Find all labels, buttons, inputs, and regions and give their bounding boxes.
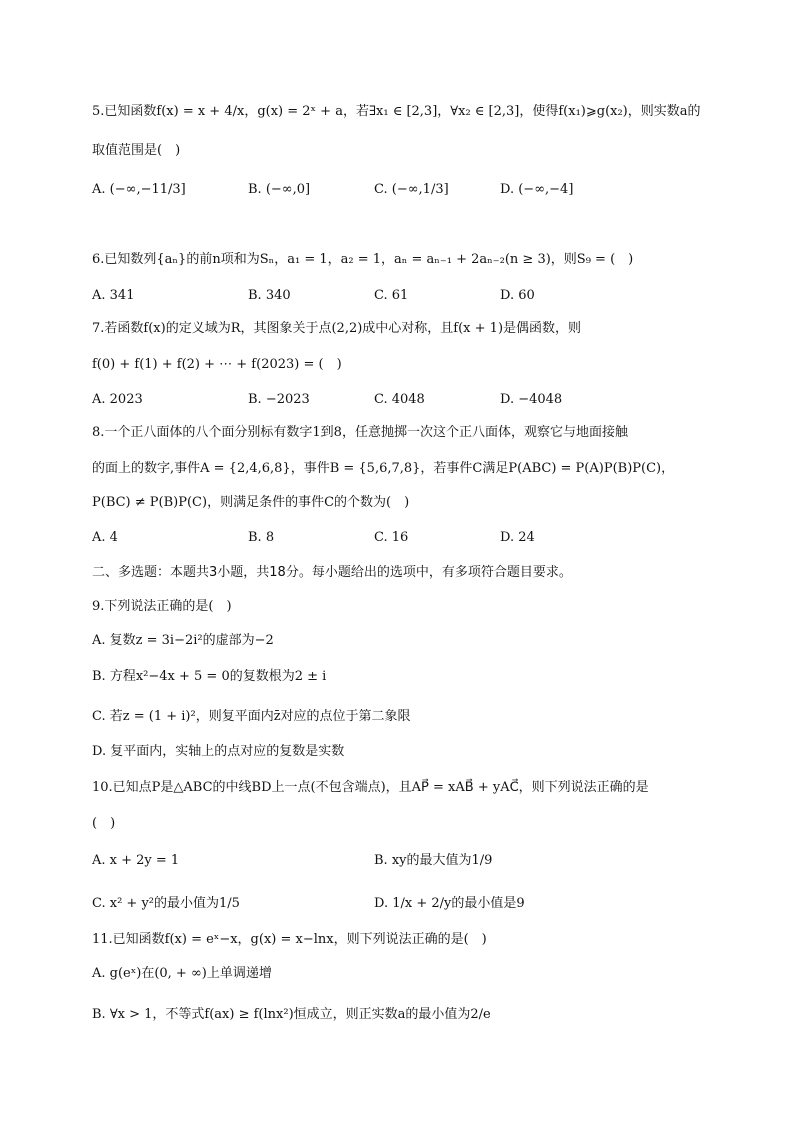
q7-stem-line1: 7.若函数f(x)的定义域为R，其图象关于点(2,2)成中心对称，且f(x + 1)是偶函数，则 bbox=[92, 321, 582, 336]
q8-option-d: D. 24 bbox=[500, 530, 535, 545]
q9-option-c: C. 若z = (1 + i)²，则复平面内z̄对应的点位于第二象限 bbox=[92, 709, 411, 724]
q9-option-b: B. 方程x²−4x + 5 = 0的复数根为2 ± i bbox=[92, 669, 327, 684]
q7-option-d: D. −4048 bbox=[500, 392, 563, 407]
q11-option-b: B. ∀x > 1，不等式f(ax) ≥ f(lnx²)恒成立，则正实数a的最小值为2/e bbox=[92, 1007, 491, 1022]
q10-option-a: A. x + 2y = 1 bbox=[92, 853, 180, 868]
q8-stem-line3: P(BC) ≠ P(B)P(C)，则满足条件的事件C的个数为( ) bbox=[92, 495, 410, 510]
q11-option-a: A. g(eˣ)在(0, + ∞)上单调递增 bbox=[92, 966, 272, 981]
q10-stem-line2: ( ) bbox=[92, 816, 116, 831]
section-heading: 二、多选题：本题共3小题，共18分。每小题给出的选项中，有多项符合题目要求。 bbox=[92, 565, 572, 580]
q6-stem-line1: 6.已知数列{aₙ}的前n项和为Sₙ，a₁ = 1，a₂ = 1，aₙ = aₙ₋₁ + 2aₙ₋₂(n ≥ 3)，则S₉ = ( ) bbox=[92, 252, 634, 267]
q7-option-c: C. 4048 bbox=[374, 392, 425, 407]
q9-stem-line1: 9.下列说法正确的是( ) bbox=[92, 599, 232, 614]
q10-option-c: C. x² + y²的最小值为1/5 bbox=[92, 896, 240, 911]
q5-option-b: B. (−∞,0] bbox=[248, 182, 311, 197]
q7-stem-line2: f(0) + f(1) + f(2) + ⋯ + f(2023) = ( ) bbox=[92, 357, 342, 372]
q9-option-d: D. 复平面内，实轴上的点对应的复数是实数 bbox=[92, 744, 345, 759]
q5-option-a: A. (−∞,−11/3] bbox=[92, 182, 186, 197]
q6-option-a: A. 341 bbox=[92, 288, 135, 303]
q11-stem-line1: 11.已知函数f(x) = eˣ−x，g(x) = x−lnx，则下列说法正确的是( ) bbox=[92, 932, 487, 947]
q5-option-d: D. (−∞,−4] bbox=[500, 182, 574, 197]
q10-option-d: D. 1/x + 2/y的最小值是9 bbox=[374, 896, 525, 911]
q8-option-c: C. 16 bbox=[374, 530, 409, 545]
q6-option-d: D. 60 bbox=[500, 288, 535, 303]
q7-option-b: B. −2023 bbox=[248, 392, 310, 407]
q8-stem-line2: 的面上的数字,事件A = {2,4,6,8}，事件B = {5,6,7,8}，若事件C满足P(ABC) = P(A)P(B)P(C)， bbox=[92, 461, 675, 476]
q8-stem-line1: 8.一个正八面体的八个面分别标有数字1到8，任意抛掷一次这个正八面体，观察它与地面接触 bbox=[92, 425, 628, 440]
q10-option-b: B. xy的最大值为1/9 bbox=[374, 853, 493, 868]
q5-option-c: C. (−∞,1/3] bbox=[374, 182, 449, 197]
q10-stem-line1: 10.已知点P是△ABC的中线BD上一点(不包含端点)，且AP⃗ = xAB⃗ + yAC⃗，则下列说法正确的是 bbox=[92, 780, 649, 795]
q8-option-a: A. 4 bbox=[92, 530, 118, 545]
q5-stem-line2: 取值范围是( ) bbox=[92, 143, 181, 158]
q8-option-b: B. 8 bbox=[248, 530, 275, 545]
q5-stem-line1: 5.已知函数f(x) = x + 4/x，g(x) = 2ˣ + a，若∃x₁ ∈ [2,3]，∀x₂ ∈ [2,3]，使得f(x₁)⩾g(x₂)，则实数a的 bbox=[92, 104, 701, 119]
q7-option-a: A. 2023 bbox=[92, 392, 143, 407]
q9-option-a: A. 复数z = 3i−2i²的虚部为−2 bbox=[92, 633, 274, 648]
q6-option-c: C. 61 bbox=[374, 288, 409, 303]
q6-option-b: B. 340 bbox=[248, 288, 291, 303]
